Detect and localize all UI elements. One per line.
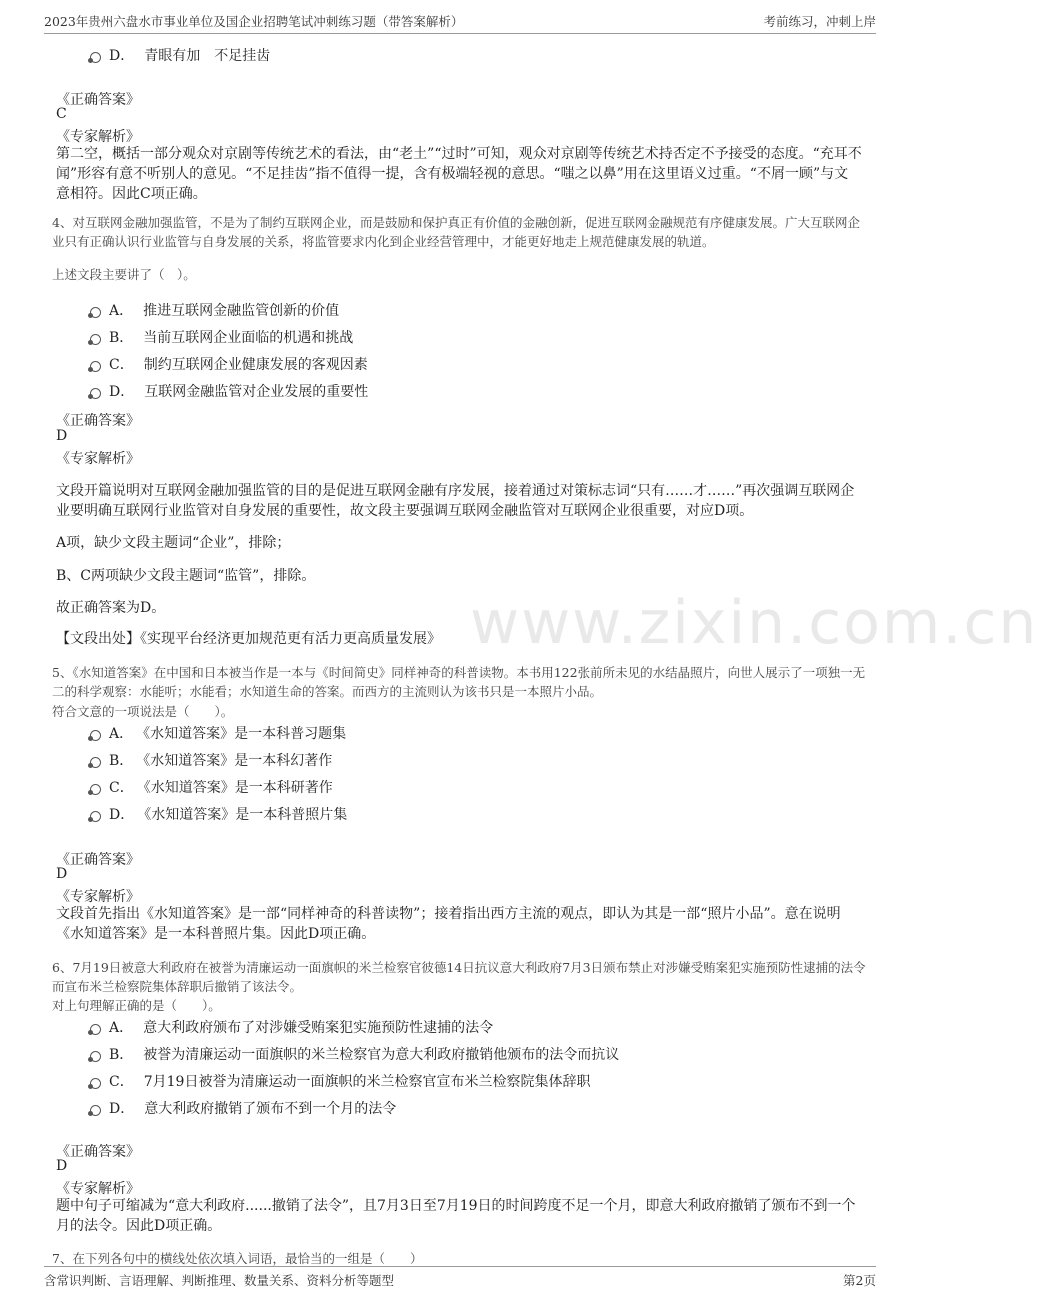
q6-option-c[interactable] — [90, 1071, 590, 1093]
q3-option-d[interactable] — [90, 45, 270, 67]
option-text: 青眼有加 不足挂齿 — [144, 48, 271, 64]
option-letter: D． — [109, 1101, 135, 1117]
q4-conclusion: 故正确答案为D。 — [56, 600, 166, 616]
q5-prompt: 符合文意的一项说法是（ ）。 — [52, 704, 234, 719]
option-text: 推进互联网金融监管创新的价值 — [143, 303, 340, 319]
footer-note: 含常识判断、言语理解、判断推理、数量关系、资料分析等题型 — [44, 1273, 395, 1288]
radio-icon[interactable] — [90, 1078, 101, 1089]
q3-answer-label: 《正确答案》 — [56, 92, 140, 108]
header-slogan: 考前练习，冲刺上岸 — [763, 14, 876, 29]
radio-icon[interactable] — [90, 784, 101, 795]
radio-icon[interactable] — [90, 361, 101, 372]
radio-icon[interactable] — [90, 1105, 101, 1116]
radio-icon[interactable] — [90, 730, 101, 741]
radio-icon[interactable] — [90, 307, 101, 318]
q5-option-d[interactable] — [90, 804, 347, 826]
option-text: 《水知道答案》是一本科幻著作 — [143, 753, 333, 769]
option-letter: A． — [109, 303, 134, 319]
option-letter: C． — [109, 357, 134, 373]
option-text: 制约互联网企业健康发展的客观因素 — [143, 357, 368, 373]
radio-icon[interactable] — [90, 388, 101, 399]
option-letter: C． — [109, 1074, 134, 1090]
option-letter: A． — [109, 726, 134, 742]
q4-option-c[interactable] — [90, 354, 368, 376]
option-text: 《水知道答案》是一本科普习题集 — [143, 726, 347, 742]
q4-note-bc: B、C两项缺少文段主题词“监管”，排除。 — [56, 568, 316, 584]
option-text: 《水知道答案》是一本科普照片集 — [144, 807, 348, 823]
option-text: 《水知道答案》是一本科研著作 — [143, 780, 333, 796]
q7-stem: 7、在下列各句中的横线处依次填入词语，最恰当的一组是（ ） — [52, 1251, 423, 1266]
q6-analysis: 题中句子可缩减为“意大利政府......撤销了法令”，且7月3日至7月19日的时间跨度不足一个月，即意大利政府撤销了颁布不到一个月的法令。因此D项正确。 — [56, 1198, 856, 1234]
q4-analysis: 文段开篇说明对互联网金融加强监管的目的是促进互联网金融有序发展，接着通过对策标志词“只有……才……”再次强调互联网企业要明确互联网行业监管对自身发展的重要性，故文段主要强调互联网金融监管对互联网企业很重要，对应D项。 — [56, 483, 855, 519]
radio-icon[interactable] — [90, 52, 101, 63]
q5-option-b[interactable] — [90, 750, 332, 772]
option-text: 7月19日被誉为清廉运动一面旗帜的米兰检察官宣布米兰检察院集体辞职 — [143, 1074, 591, 1090]
q6-option-a[interactable] — [90, 1017, 493, 1039]
q5-option-a[interactable] — [90, 723, 346, 745]
q3-analysis-label: 《专家解析》 — [56, 129, 140, 145]
q3-answer: C — [56, 106, 67, 122]
q4-answer-label: 《正确答案》 — [56, 413, 140, 429]
option-letter: B． — [109, 1047, 134, 1063]
option-text: 互联网金融监管对企业发展的重要性 — [144, 384, 369, 400]
q6-analysis-label: 《专家解析》 — [56, 1181, 140, 1197]
radio-icon[interactable] — [90, 334, 101, 345]
option-letter: B． — [109, 330, 134, 346]
q6-answer-label: 《正确答案》 — [56, 1144, 140, 1160]
radio-icon[interactable] — [90, 757, 101, 768]
option-letter: D． — [109, 807, 135, 823]
q4-answer: D — [56, 428, 68, 444]
option-letter: D． — [109, 384, 135, 400]
q5-analysis-label: 《专家解析》 — [56, 889, 140, 905]
q4-analysis-label: 《专家解析》 — [56, 451, 140, 467]
q6-answer: D — [56, 1158, 68, 1174]
page-number: 第2页 — [843, 1273, 876, 1288]
q5-stem: 5、《水知道答案》在中国和日本被当作是一本与《时间简史》同样神奇的科普读物。本书用122张前所未见的水结晶照片，向世人展示了一项独一无二的科学观察：水能听；水能看；水知道生命的答案。而西方的主流则认为该书只是一本照片小品。 — [52, 665, 866, 699]
q6-option-b[interactable] — [90, 1044, 619, 1066]
q5-option-c[interactable] — [90, 777, 333, 799]
q4-option-a[interactable] — [90, 300, 339, 322]
q4-option-d[interactable] — [90, 381, 368, 403]
option-text: 当前互联网企业面临的机遇和挑战 — [143, 330, 354, 346]
q3-analysis: 第二空，概括一部分观众对京剧等传统艺术的看法，由“老土”“过时”可知，观众对京剧等传统艺术持否定不予接受的态度。“充耳不闻”形容有意不听别人的意见。“不足挂齿”指不值得一提，含有极端轻视的意思。“嗤之以鼻”用在这里语义过重。“不屑一顾”与文意相符。因此C项正确。 — [56, 146, 862, 202]
q6-stem: 6、7月19日被意大利政府在被誉为清廉运动一面旗帜的米兰检察官彼德14日抗议意大利政府7月3日颁布禁止对涉嫌受贿案犯实施预防性逮捕的法令而宣布米兰检察院集体辞职后撤销了该法令。 — [52, 960, 866, 994]
radio-icon[interactable] — [90, 1024, 101, 1035]
header-title: 2023年贵州六盘水市事业单位及国企业招聘笔试冲刺练习题（带答案解析） — [44, 14, 464, 29]
header-rule — [44, 33, 876, 34]
radio-icon[interactable] — [90, 1051, 101, 1062]
q6-prompt: 对上句理解正确的是（ ）。 — [52, 998, 221, 1013]
q4-prompt: 上述文段主要讲了（ ）。 — [52, 267, 196, 282]
option-letter: D． — [109, 48, 135, 64]
radio-icon[interactable] — [90, 811, 101, 822]
option-text: 意大利政府颁布了对涉嫌受贿案犯实施预防性逮捕的法令 — [143, 1020, 494, 1036]
q4-stem: 4、对互联网金融加强监管，不是为了制约互联网企业，而是鼓励和保护真正有价值的金融创新，促进互联网金融规范有序健康发展。广大互联网企业只有正确认识行业监管与自身发展的关系，将监管要求内化到企业经营管理中，才能更好地走上规范健康发展的轨道。 — [52, 215, 860, 249]
footer-rule — [44, 1266, 876, 1267]
q6-option-d[interactable] — [90, 1098, 396, 1120]
watermark: www.zixin.com.cn — [470, 588, 1038, 658]
q4-note-a: A项，缺少文段主题词“企业”，排除； — [56, 535, 291, 551]
option-text: 意大利政府撤销了颁布不到一个月的法令 — [144, 1101, 397, 1117]
option-letter: A． — [109, 1020, 134, 1036]
q5-answer-label: 《正确答案》 — [56, 852, 140, 868]
q4-option-b[interactable] — [90, 327, 353, 349]
option-letter: B． — [109, 753, 134, 769]
option-letter: C． — [109, 780, 134, 796]
option-text: 被誉为清廉运动一面旗帜的米兰检察官为意大利政府撤销他颁布的法令而抗议 — [143, 1047, 620, 1063]
q4-source: 【文段出处】《实现平台经济更加规范更有活力更高质量发展》 — [56, 631, 441, 647]
q5-answer: D — [56, 866, 68, 882]
q5-analysis: 文段首先指出《水知道答案》是一部“同样神奇的科普读物”；接着指出西方主流的观点，即认为其是一部“照片小品”。意在说明《水知道答案》是一本科普照片集。因此D项正确。 — [56, 906, 841, 942]
